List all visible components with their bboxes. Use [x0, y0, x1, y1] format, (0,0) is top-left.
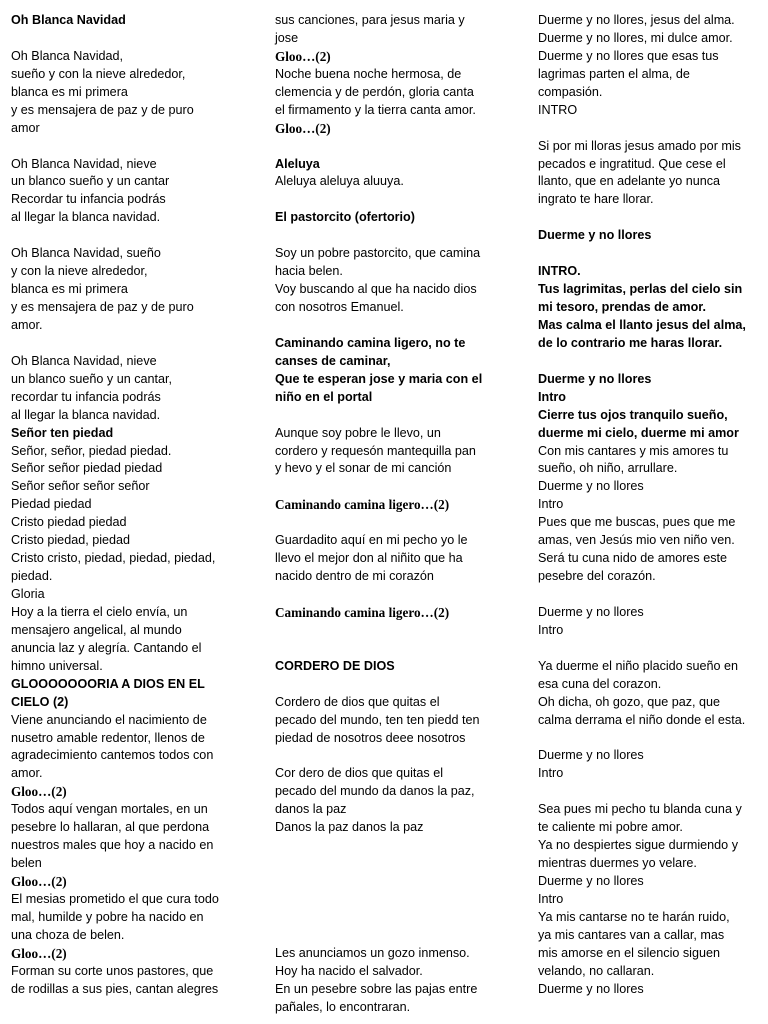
- lyric-line: agradecimiento cantemos todos con: [11, 748, 214, 763]
- lyric-line: calma derrama el niño donde el esta.: [538, 712, 746, 727]
- chorus-reference: Gloo…(2): [11, 874, 67, 889]
- lyric-line: Duerme y no llores: [538, 874, 644, 888]
- lyric-line: Guardadito aquí en mi pecho yo le: [275, 533, 468, 548]
- lyric-line: Gloria: [11, 587, 45, 601]
- section-heading: Señor ten piedad: [11, 425, 114, 440]
- section-heading: CORDERO DE DIOS: [275, 658, 395, 673]
- lyrics-column-3: [538, 12, 764, 999]
- blank-line: [275, 927, 507, 945]
- lyric-line: mal, humilde y pobre ha nacido en: [11, 909, 204, 924]
- blank-line: [275, 478, 507, 496]
- lyric-line: un blanco sueño y un cantar,: [11, 371, 173, 386]
- lyric-line: Sea pues mi pecho tu blanda cuna y: [538, 802, 742, 817]
- lyric-line: Cristo piedad, piedad: [11, 533, 131, 548]
- blank-line: [538, 209, 764, 227]
- section-heading: GLOOOOOOORIA A DIOS EN EL: [11, 676, 205, 691]
- lyric-line: al llegar la blanca navidad.: [11, 210, 161, 225]
- lyric-line: Todos aquí vengan mortales, en un: [11, 802, 208, 817]
- blank-line: [538, 730, 764, 748]
- lyric-line: Intro: [538, 766, 564, 781]
- lyric-line: Oh Blanca Navidad, nieve: [11, 353, 157, 368]
- lyric-line: pecado del mundo da danos la paz,: [275, 784, 475, 799]
- blank-line: [275, 586, 507, 604]
- lyric-line: pesebre lo hallaran, al que perdona: [11, 820, 210, 835]
- lyric-line: Voy buscando al que ha nacido dios: [275, 282, 477, 297]
- section-heading: mi tesoro, prendas de amor.: [538, 300, 706, 314]
- lyric-line: Forman su corte unos pastores, que: [11, 963, 214, 978]
- blank-line: [275, 138, 507, 156]
- section-heading: de lo contrario me haras llorar.: [538, 335, 723, 350]
- chorus-reference: Caminando camina ligero…(2): [275, 497, 450, 513]
- blank-line: [275, 640, 507, 658]
- lyric-line: Danos la paz danos la paz: [275, 820, 424, 835]
- chorus-reference: Gloo…(2): [275, 48, 331, 64]
- lyric-line: sus canciones, para jesus maria y: [275, 13, 465, 27]
- lyric-line: Les anunciamos un gozo inmenso.: [275, 945, 470, 960]
- blank-line: [538, 586, 764, 604]
- section-heading: Oh Blanca Navidad: [11, 13, 126, 27]
- blank-line: [275, 909, 507, 927]
- lyric-line: mientras duermes yo velare.: [538, 856, 697, 871]
- lyric-line: mis amorse en el silencio siguen: [538, 945, 720, 960]
- lyric-line: llanto, que en adelante yo nunca: [538, 174, 721, 189]
- section-heading: Aleluya: [275, 156, 320, 171]
- section-heading: Intro: [538, 389, 566, 404]
- lyric-line: pesebre del corazón.: [538, 569, 656, 584]
- blank-line: [11, 30, 243, 48]
- blank-line: [275, 855, 507, 873]
- blank-line: [275, 514, 507, 532]
- lyric-line: belen: [11, 856, 42, 871]
- lyric-line: Señor, señor, piedad piedad.: [11, 443, 172, 458]
- lyric-line: pecado del mundo, ten ten piedd ten: [275, 712, 480, 727]
- blank-line: [275, 873, 507, 891]
- lyric-line: Ya mis cantarse no te harán ruido,: [538, 909, 730, 924]
- lyric-line: Duerme y no llores, mi dulce amor.: [538, 30, 733, 45]
- lyric-line: velando, no callaran.: [538, 963, 655, 978]
- section-heading: CIELO (2): [11, 694, 69, 709]
- chorus-reference: Gloo…(2): [11, 945, 67, 961]
- lyric-line: Intro: [538, 622, 564, 637]
- lyric-line: Aleluya aleluya aluuya.: [275, 174, 404, 189]
- lyric-line: Duerme y no llores: [538, 748, 644, 763]
- lyric-line: Duerme y no llores: [538, 479, 644, 494]
- section-heading: Que te esperan jose y maria con el: [275, 371, 483, 386]
- lyric-line: blanca es mi primera: [11, 84, 128, 99]
- blank-line: [275, 317, 507, 335]
- lyric-line: Ya duerme el niño placido sueño en: [538, 658, 739, 673]
- blank-line: [275, 622, 507, 640]
- lyric-line: Soy un pobre pastorcito, que camina: [275, 246, 481, 261]
- lyric-line: clemencia y de perdón, gloria canta: [275, 84, 474, 99]
- lyric-line: compasión.: [538, 84, 603, 99]
- lyric-line: Viene anunciando el nacimiento de: [11, 712, 207, 727]
- lyric-line: blanca es mi primera: [11, 282, 128, 297]
- lyric-line: y hevo y el sonar de mi canción: [275, 461, 452, 476]
- lyric-line: esa cuna del corazon.: [538, 676, 662, 691]
- lyric-line: INTRO: [538, 102, 578, 117]
- blank-line: [538, 245, 764, 263]
- lyric-line: amor.: [11, 766, 43, 781]
- blank-line: [275, 837, 507, 855]
- lyric-line: Intro: [538, 891, 564, 906]
- section-heading: Mas calma el llanto jesus del alma,: [538, 317, 746, 332]
- lyric-line: Hoy a la tierra el cielo envía, un: [11, 604, 188, 619]
- lyric-line: Cordero de dios que quitas el: [275, 694, 440, 709]
- blank-line: [538, 120, 764, 138]
- blank-line: [275, 891, 507, 909]
- blank-line: [11, 335, 243, 353]
- blank-line: [275, 676, 507, 694]
- lyric-line: El mesias prometido el que cura todo: [11, 891, 219, 906]
- lyric-line: ingrato te hare llorar.: [538, 192, 654, 207]
- lyric-line: himno universal.: [11, 658, 103, 673]
- lyric-line: Si por mi lloras jesus amado por mis: [538, 138, 741, 153]
- lyric-line: el firmamento y la tierra canta amor.: [275, 102, 476, 117]
- lyric-line: Pues que me buscas, pues que me: [538, 515, 736, 530]
- blank-line: [538, 353, 764, 371]
- lyric-line: Noche buena noche hermosa, de: [275, 66, 462, 81]
- lyric-line: llevo el mejor don al niñito que ha: [275, 551, 463, 566]
- lyric-line: amor: [11, 120, 40, 135]
- lyric-line: cordero y requesón mantequilla pan: [275, 443, 476, 458]
- blank-line: [275, 747, 507, 765]
- lyric-line: Oh Blanca Navidad, nieve: [11, 156, 157, 171]
- section-heading: duerme mi cielo, duerme mi amor: [538, 425, 739, 440]
- lyric-line: Oh Blanca Navidad, sueño: [11, 246, 161, 261]
- lyric-line: Con mis cantares y mis amores tu: [538, 443, 729, 458]
- lyric-line: pecados e ingratitud. Que cese el: [538, 156, 726, 171]
- lyric-line: Oh Blanca Navidad,: [11, 48, 124, 63]
- lyric-line: recordar tu infancia podrás: [11, 389, 161, 404]
- blank-line: [275, 227, 507, 245]
- lyric-line: Duerme y no llores, jesus del alma.: [538, 13, 735, 27]
- section-heading: canses de caminar,: [275, 353, 391, 368]
- blank-line: [11, 227, 243, 245]
- blank-line: [275, 407, 507, 425]
- chorus-reference: Gloo…(2): [275, 120, 331, 136]
- section-heading: Tus lagrimitas, perlas del cielo sin: [538, 282, 743, 297]
- lyric-line: Hoy ha nacido el salvador.: [275, 963, 423, 978]
- lyric-line: amas, ven Jesús mio ven niño ven.: [538, 533, 735, 548]
- section-heading: Duerme y no llores: [538, 228, 652, 243]
- section-heading: Caminando camina ligero, no te: [275, 335, 466, 350]
- lyric-line: Señor señor piedad piedad: [11, 461, 163, 476]
- section-heading: niño en el portal: [275, 389, 373, 404]
- lyric-line: Duerme y no llores: [538, 604, 644, 619]
- lyric-line: Recordar tu infancia podrás: [11, 192, 166, 207]
- lyric-line: anuncia laz y alegría. Cantando el: [11, 640, 202, 655]
- lyric-line: un blanco sueño y un cantar: [11, 174, 170, 189]
- section-heading: Cierre tus ojos tranquilo sueño,: [538, 407, 728, 422]
- lyric-line: Aunque soy pobre le llevo, un: [275, 425, 441, 440]
- lyric-line: Cor dero de dios que quitas el: [275, 766, 444, 781]
- lyric-line: mensajero angelical, al mundo: [11, 622, 182, 637]
- section-heading: INTRO.: [538, 264, 581, 279]
- lyric-line: al llegar la blanca navidad.: [11, 407, 161, 422]
- lyric-line: nacido dentro de mi corazón: [275, 569, 434, 584]
- lyric-line: sueño, oh niño, arrullare.: [538, 461, 678, 476]
- lyric-line: ya mis cantares van a callar, mas: [538, 927, 725, 942]
- blank-line: [538, 640, 764, 658]
- lyrics-column-2: [275, 12, 507, 1017]
- lyrics-column-1: [11, 12, 243, 999]
- lyric-line: te caliente mi pobre amor.: [538, 820, 683, 835]
- lyric-line: sueño y con la nieve alrededor,: [11, 66, 186, 81]
- lyric-line: Duerme y no llores que esas tus: [538, 48, 719, 63]
- lyric-line: Ya no despiertes sigue durmiendo y: [538, 838, 738, 853]
- lyric-line: Oh dicha, oh gozo, que paz, que: [538, 694, 721, 709]
- lyric-line: Señor señor señor señor: [11, 479, 150, 494]
- chorus-reference: Caminando camina ligero…(2): [275, 604, 450, 620]
- lyric-line: lagrimas parten el alma, de: [538, 66, 690, 81]
- lyric-line: con nosotros Emanuel.: [275, 300, 404, 314]
- blank-line: [538, 783, 764, 801]
- lyric-line: nusetro amable redentor, llenos de: [11, 730, 205, 745]
- lyric-line: hacia belen.: [275, 264, 343, 279]
- lyric-line: danos la paz: [275, 802, 347, 817]
- lyric-line: y es mensajera de paz y de puro: [11, 102, 194, 117]
- lyric-line: jose: [275, 30, 299, 45]
- section-heading: El pastorcito (ofertorio): [275, 210, 415, 225]
- blank-line: [275, 191, 507, 209]
- lyric-line: piedad de nosotros deee nosotros: [275, 730, 466, 745]
- lyric-line: de rodillas a sus pies, cantan alegres: [11, 981, 219, 996]
- chorus-reference: Gloo…(2): [11, 784, 67, 800]
- lyric-line: Intro: [538, 497, 564, 512]
- lyric-line: pañales, lo encontraran.: [275, 999, 411, 1014]
- blank-line: [11, 138, 243, 156]
- lyric-line: y con la nieve alrededor,: [11, 264, 148, 279]
- lyric-line: nuestros males que hoy a nacido en: [11, 838, 214, 853]
- lyric-line: amor.: [11, 317, 43, 332]
- lyric-line: Cristo piedad piedad: [11, 515, 127, 530]
- lyric-line: piedad.: [11, 569, 53, 584]
- lyric-line: Piedad piedad: [11, 497, 92, 512]
- lyric-line: Duerme y no llores: [538, 981, 644, 996]
- lyric-line: En un pesebre sobre las pajas entre: [275, 981, 478, 996]
- section-heading: Duerme y no llores: [538, 371, 652, 386]
- lyric-line: una choza de belen.: [11, 927, 125, 942]
- lyric-line: y es mensajera de paz y de puro: [11, 300, 194, 314]
- lyric-line: Será tu cuna nido de amores este: [538, 551, 728, 566]
- lyric-line: Cristo cristo, piedad, piedad, piedad,: [11, 551, 216, 566]
